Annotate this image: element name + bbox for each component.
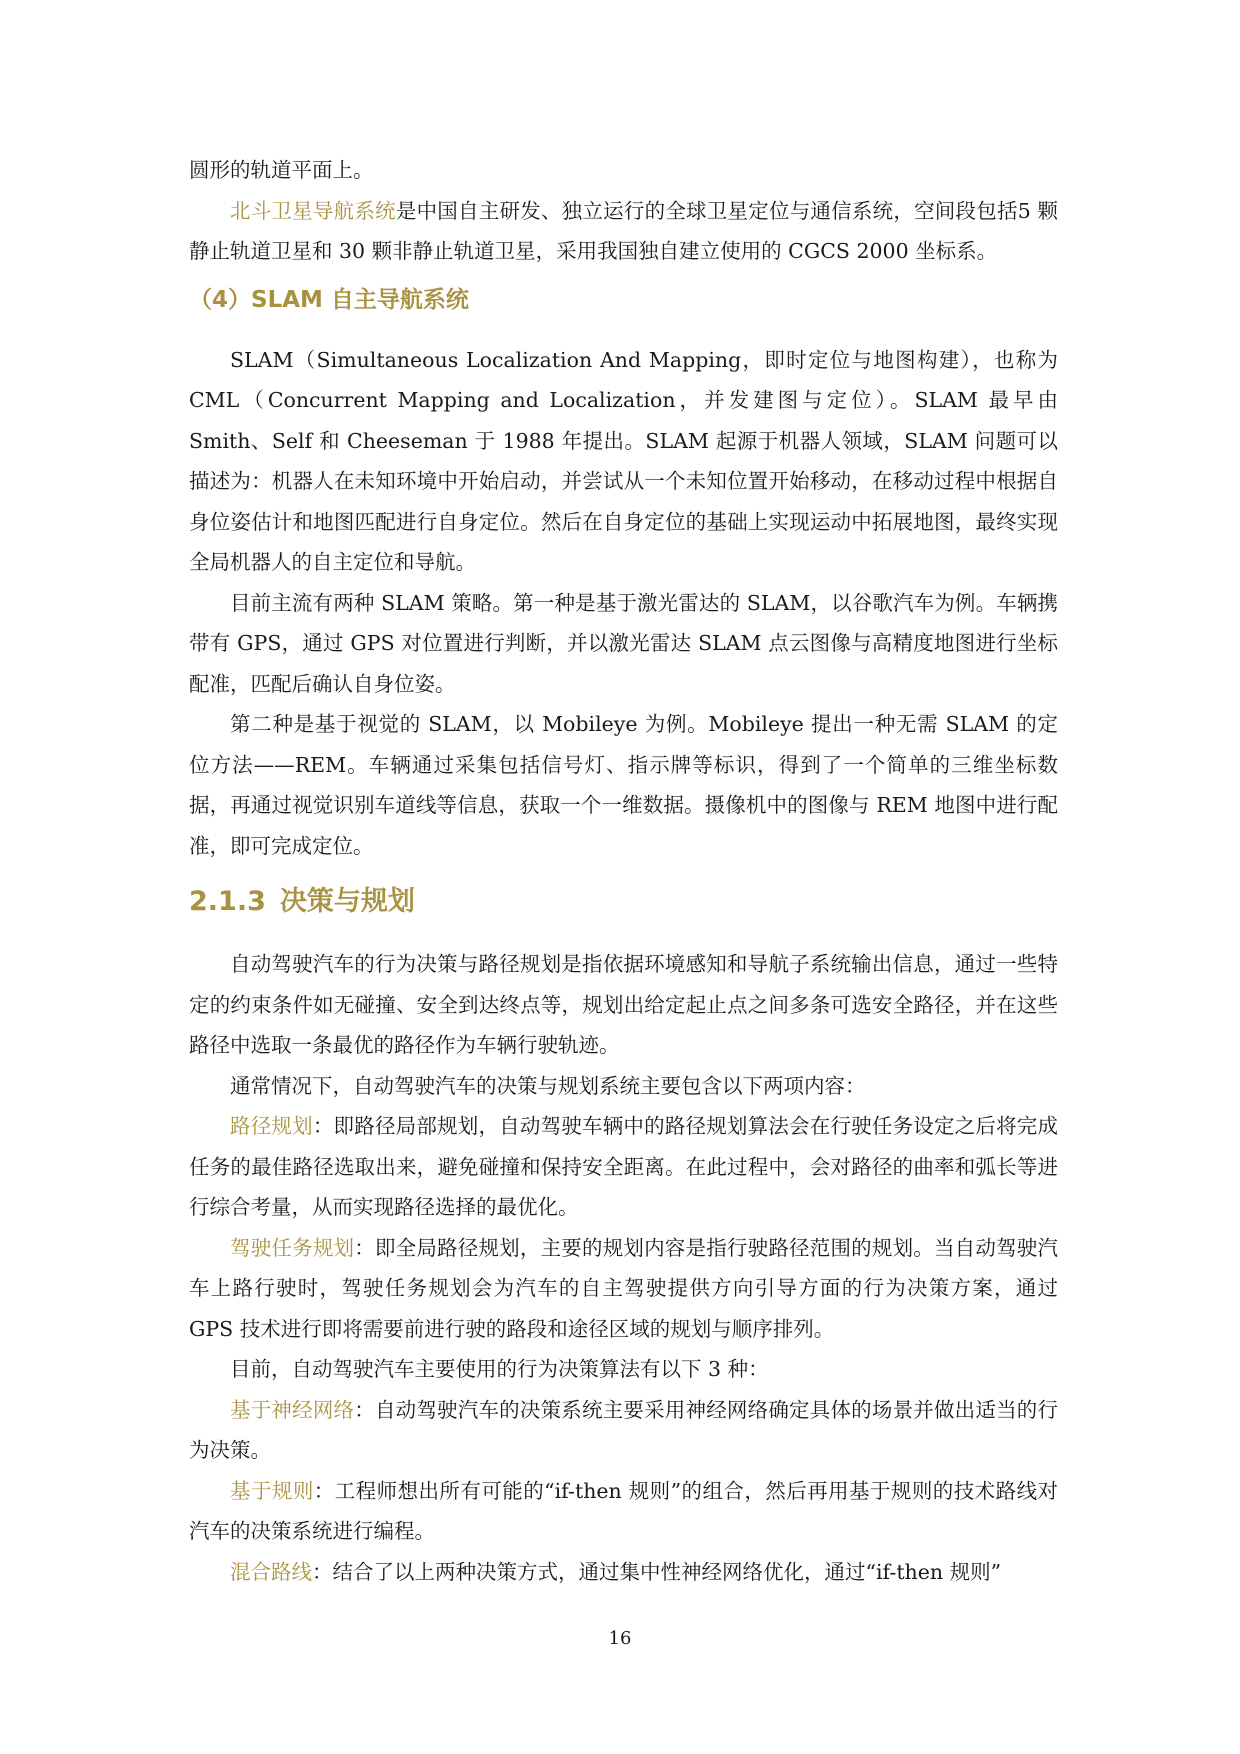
section-title: 决策与规划 [279, 886, 415, 917]
section-number: 2.1.3 [189, 886, 266, 917]
paragraph-slam-visual: 第二种是基于视觉的 SLAM，以 Mobileye 为例。Mobileye 提出一种无需 SLAM 的定位方法——REM。车辆通过采集包括信号灯、指示牌等标识，得到了一个简单的三维坐标数据，再通过视觉识别车道线等信息，获取一个一维数据。摄像机中的图像与 REM 地图中进行配准，即可完成定位。 [189, 712, 1058, 858]
paragraph-neural-network-text: ：自动驾驶汽车的决策系统主要采用神经网络确定具体的场景并做出适当的行为决策。 [189, 1397, 1059, 1462]
paragraph-beidou [189, 191, 1058, 272]
page-number: 16 [608, 1628, 632, 1649]
paragraph-rule-based-text: ：工程师想出所有可能的“if-then 规则”的组合，然后再用基于规则的技术路线对汽车的决策系统进行编程。 [189, 1478, 1059, 1543]
paragraph-path-planning-text: ：即路径局部规划，自动驾驶车辆中的路径规划算法会在行驶任务设定之后将完成任务的最佳路径选取出来，避免碰撞和保持安全距离。在此过程中，会对路径的曲率和弧长等进行综合考量，从而实现路径选择的最优化。 [189, 1114, 1059, 1219]
section-heading-decision [189, 880, 1058, 924]
term-path-planning: 路径规划 [230, 1114, 313, 1138]
section-heading-slam: （4）SLAM 自主导航系统 [189, 286, 469, 313]
paragraph-hybrid [189, 1552, 1058, 1593]
term-rule-based: 基于规则 [230, 1478, 314, 1503]
paragraph-rule-based [189, 1471, 1058, 1552]
term-beidou: 北斗卫星导航系统 [230, 198, 396, 223]
paragraph-slam-strategies: 目前主流有两种 SLAM 策略。第一种是基于激光雷达的 SLAM，以谷歌汽车为例。车辆携带有 GPS，通过 GPS 对位置进行判断，并以激光雷达 SLAM 点云图像与高精度地图进行坐标配准，匹配后确认自身位姿。 [189, 590, 1058, 696]
paragraph-task-planning-text: ：即全局路径规划，主要的规划内容是指行驶路径范围的规划。当自动驾驶汽车上路行驶时，驾驶任务规划会为汽车的自主驾驶提供方向引导方面的行为决策方案，通过 GPS 技术进行即将需要前进行驶的路段和途径区域的规划与顺序排列。 [189, 1235, 1059, 1341]
paragraph-path-planning [189, 1106, 1058, 1228]
paragraph-task-planning [189, 1228, 1058, 1350]
term-hybrid: 混合路线 [230, 1559, 312, 1584]
paragraph-beidou-text: 是中国自主研发、独立运行的全球卫星定位与通信系统，空间段包括5 颗静止轨道卫星和 30 颗非静止轨道卫星，采用我国独自建立使用的 CGCS 2000 坐标系。 [189, 198, 1059, 263]
paragraph-continuation: 圆形的轨道平面上。 [189, 158, 374, 182]
paragraph-decision-contents: 通常情况下，自动驾驶汽车的决策与规划系统主要包含以下两项内容： [230, 1073, 866, 1098]
paragraph-slam-intro: SLAM（Simultaneous Localization And Mapping，即时定位与地图构建），也称为 CML（Concurrent Mapping and Localization，并发建图与定位）。SLAM 最早由 Smith、Self 和 Cheeseman 于 1988 年提出。SLAM 起源于机器人领域，SLAM 问题可以描述为：机器人在未知环境中开始启动，并尝试从一个未知位置开始移动，在移动过程中根据自身位姿估计和地图匹配进行自身定位。然后在自身定位的基础上实现运动中拓展地图，最终实现全局机器人的自主定位和导航。 [189, 347, 1058, 574]
page-content [189, 150, 1058, 1592]
paragraph-hybrid-text: ：结合了以上两种决策方式，通过集中性神经网络优化，通过“if-then 规则” [312, 1559, 1002, 1584]
paragraph-algorithms: 目前，自动驾驶汽车主要使用的行为决策算法有以下 3 种： [230, 1357, 769, 1381]
paragraph-decision-intro: 自动驾驶汽车的行为决策与路径规划是指依据环境感知和导航子系统输出信息，通过一些特定的约束条件如无碰撞、安全到达终点等，规划出给定起止点之间多条可选安全路径，并在这些路径中选取一条最优的路径作为车辆行驶轨迹。 [189, 952, 1058, 1057]
term-task-planning: 驾驶任务规划 [230, 1235, 355, 1260]
paragraph-neural-network [189, 1390, 1058, 1471]
term-neural-network: 基于神经网络 [230, 1397, 355, 1422]
